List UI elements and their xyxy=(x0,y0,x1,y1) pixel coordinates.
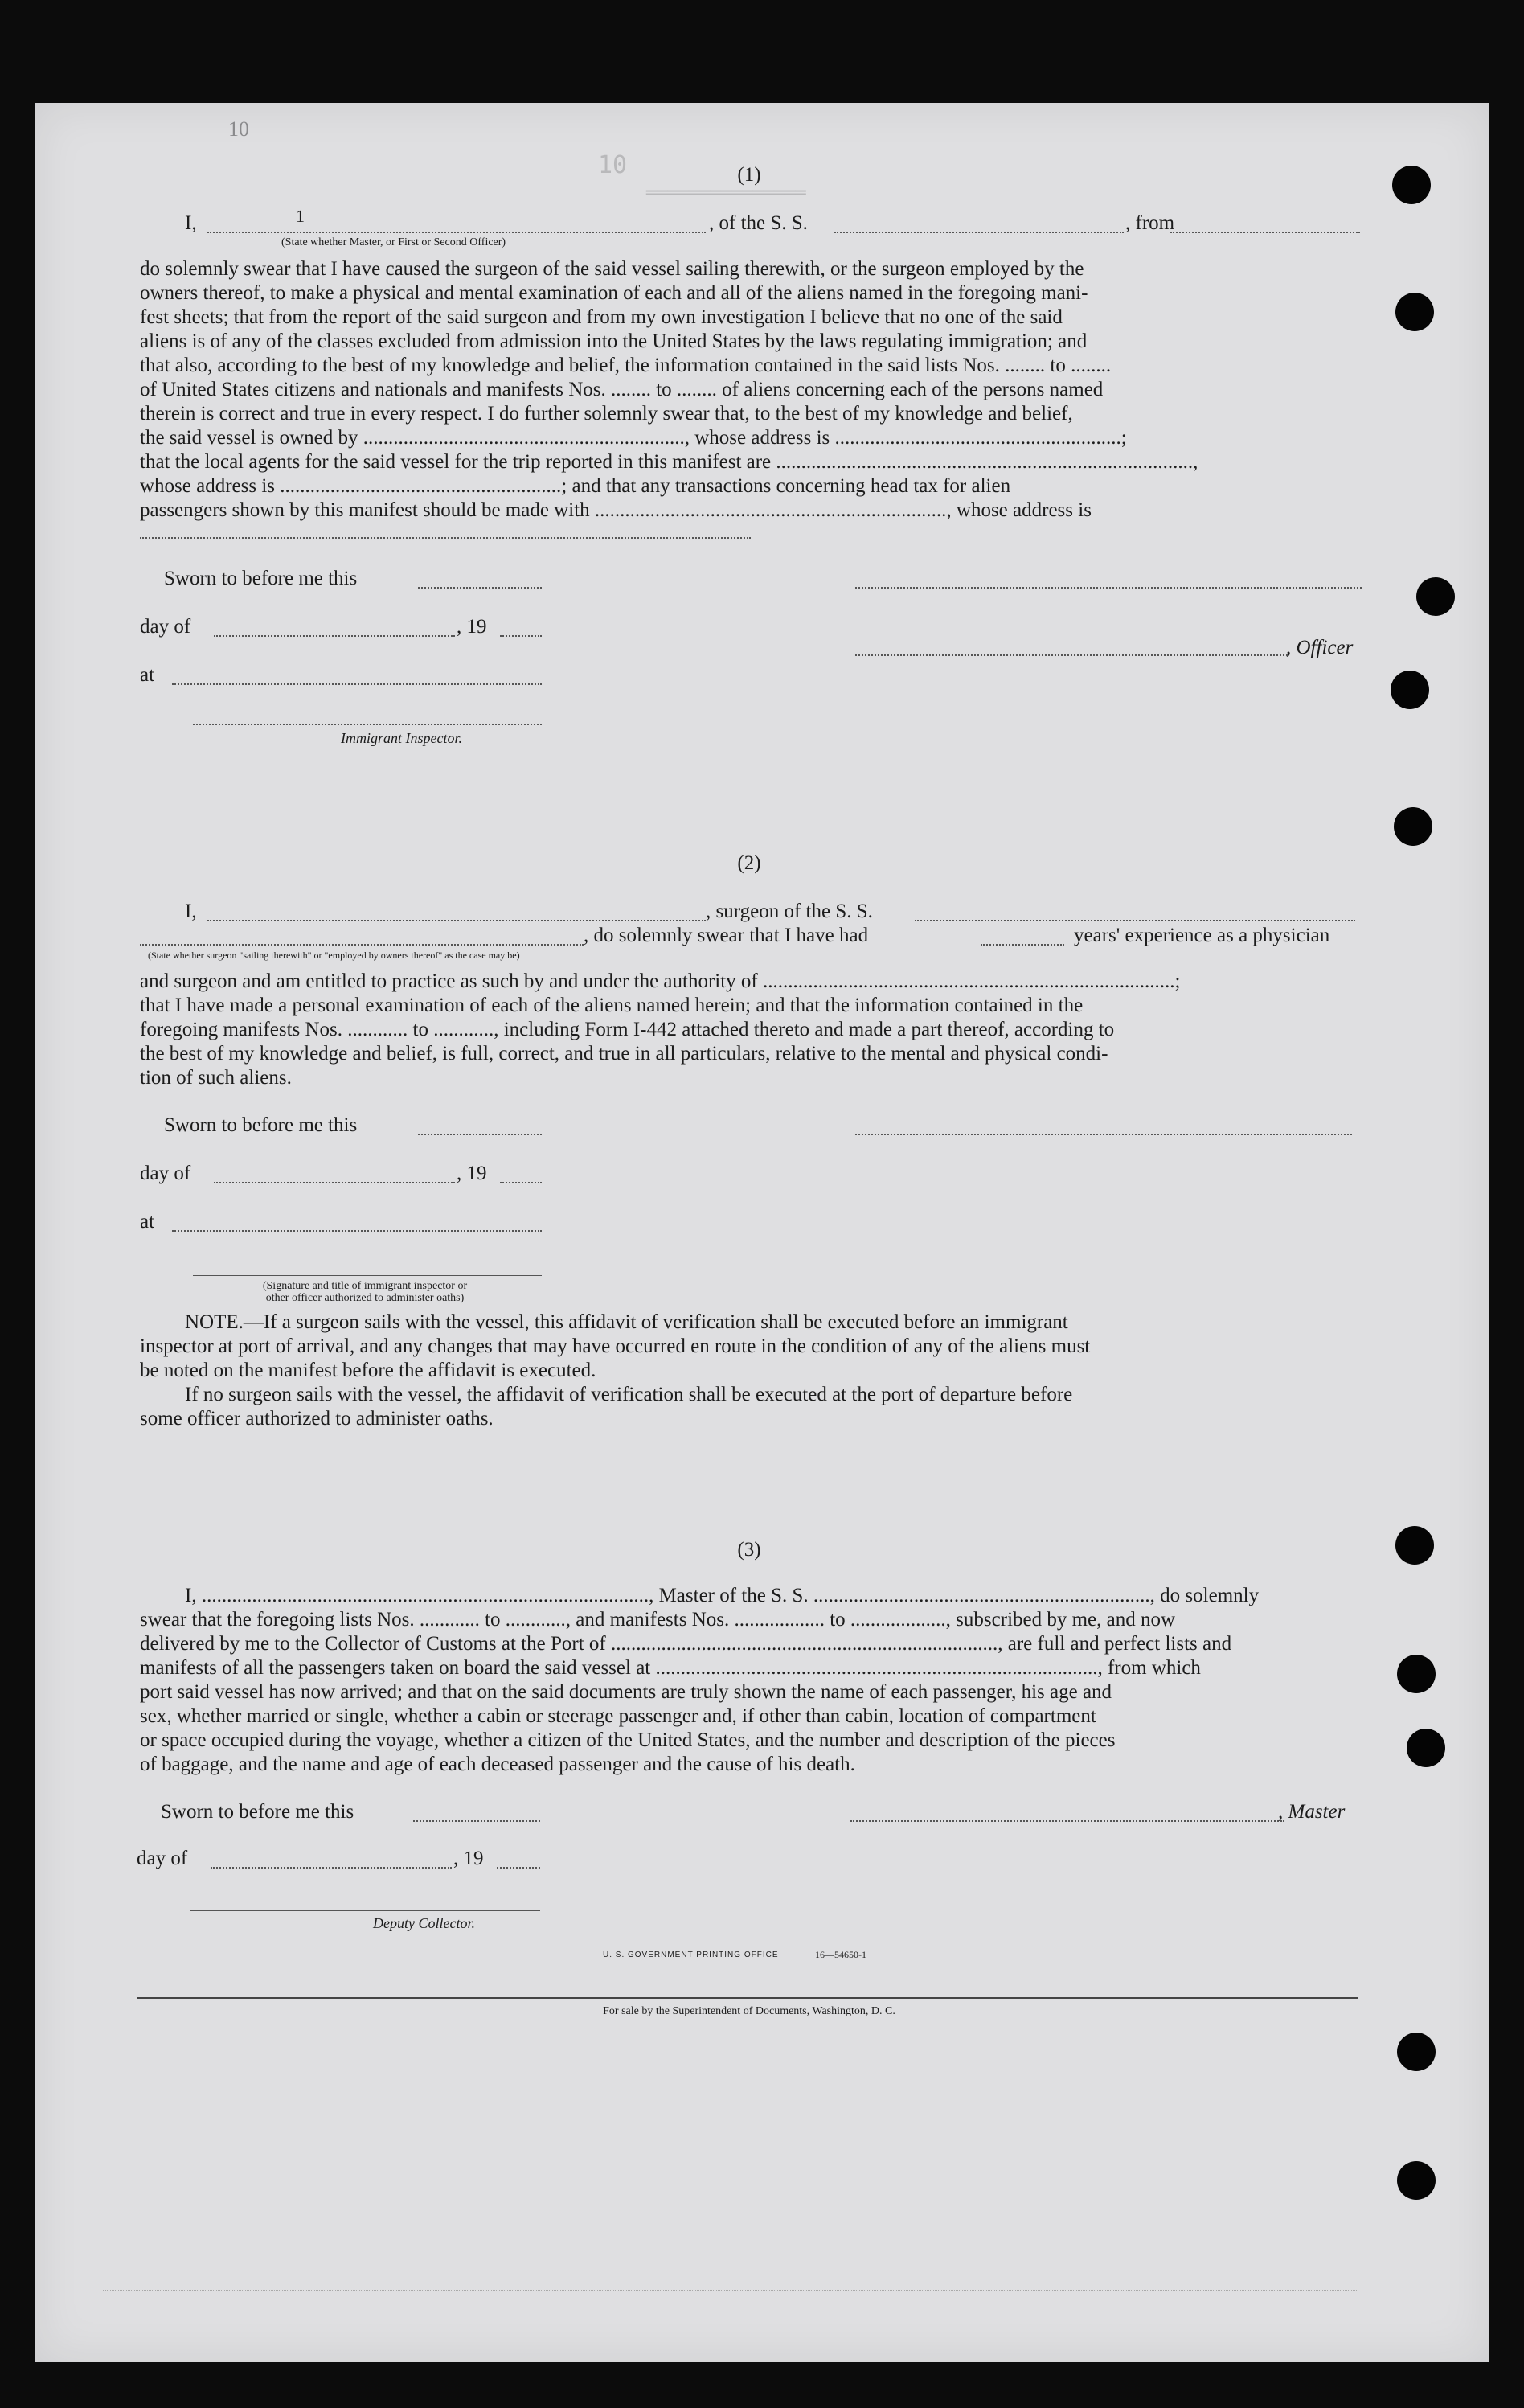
s1-officer-label: , Officer xyxy=(1286,637,1354,658)
s2-body xyxy=(140,970,1362,1090)
s1-body-line: fest sheets; that from the report of the said surgeon and from my own investigation I believe that no one of the said xyxy=(140,306,1063,328)
s1-body-line: do solemnly swear that I have caused the surgeon of the said vessel sailing therewith, or the surgeon employed by the xyxy=(140,258,1084,280)
s2-year-line xyxy=(500,1182,542,1183)
s2-body-line: tion of such aliens. xyxy=(140,1067,292,1089)
s1-body-line: the said vessel is owned by ................................................................, whose address is .........................................................; xyxy=(140,427,1127,449)
s2-year-label: , 19 xyxy=(457,1163,487,1184)
form-number: 16—54650-1 xyxy=(815,1949,866,1960)
s1-agent-address-line xyxy=(140,537,751,539)
s2-day-of-label: day of xyxy=(140,1163,191,1184)
s2-body-line: foregoing manifests Nos. ............ to ............, including Form I-442 attached thereto and made a part thereof, according to xyxy=(140,1019,1115,1040)
s3-year-line xyxy=(497,1867,540,1869)
s2-day-line xyxy=(214,1182,455,1183)
s3-body-line: manifests of all the passengers taken on board the said vessel at ........................................................................................, from which xyxy=(140,1657,1201,1679)
s2-surgeon-of-label: , surgeon of the S. S. xyxy=(706,900,873,922)
s2-note-line: be noted on the manifest before the affidavit is executed. xyxy=(140,1360,596,1381)
binder-hole xyxy=(1397,1655,1436,1693)
s1-body-line: that the local agents for the said vessel for the trip reported in this manifest are ..................................................................................., xyxy=(140,451,1198,473)
s2-body-line: the best of my knowledge and belief, is full, correct, and true in all particulars, relative to the mental and physical condi- xyxy=(140,1043,1108,1065)
s1-at-line xyxy=(172,683,542,685)
binder-hole xyxy=(1392,166,1431,204)
s1-officer-title-line xyxy=(855,654,1288,656)
s1-ship-name-line xyxy=(834,232,1124,233)
s1-at-label: at xyxy=(140,664,155,686)
s2-swear-label: , do solemnly swear that I have had xyxy=(584,925,869,946)
s1-day-of-label: day of xyxy=(140,616,191,638)
binder-hole xyxy=(1397,2161,1436,2200)
bottom-faint-rule xyxy=(103,2290,1357,2291)
s2-note-line: If no surgeon sails with the vessel, the affidavit of verification shall be executed at the port of departure before xyxy=(185,1384,1073,1405)
binder-hole xyxy=(1407,1729,1445,1767)
s3-master-label: , Master xyxy=(1278,1801,1346,1823)
manifest-back-page xyxy=(35,103,1489,2362)
s1-of-ss-label: , of the S. S. xyxy=(709,212,808,234)
s2-ship-name-line xyxy=(915,920,1355,921)
s1-year-line xyxy=(500,635,542,637)
s1-officer-signature-line xyxy=(855,587,1362,589)
s2-sworn-date-line xyxy=(418,1134,542,1135)
s2-note-line: some officer authorized to administer oaths. xyxy=(140,1408,494,1430)
s3-year-label: , 19 xyxy=(453,1848,484,1869)
section-2-heading: (2) xyxy=(737,852,761,874)
s2-sig-caption-line-2: other officer authorized to administer oaths) xyxy=(265,1292,465,1304)
s1-body-line: therein is correct and true in every respect. I do further solemnly swear that, to the best of my knowledge and belief, xyxy=(140,403,1073,425)
s3-sworn-date-line xyxy=(413,1820,540,1822)
footer-rule xyxy=(137,1997,1358,1999)
s3-body-line: delivered by me to the Collector of Customs at the Port of ............................................................................., are full and perfect lists and xyxy=(140,1633,1232,1655)
s1-body-line: aliens is of any of the classes excluded from admission into the United States by the laws regulating immigration; and xyxy=(140,330,1088,352)
s2-capacity-line xyxy=(140,944,584,946)
s1-caption: (State whether Master, or First or Second Officer) xyxy=(281,236,506,248)
binder-hole xyxy=(1395,293,1434,331)
s3-body xyxy=(140,1584,1362,1777)
s3-deputy-signature-line xyxy=(190,1910,540,1911)
binder-hole xyxy=(1397,2033,1436,2071)
s2-body-line: and surgeon and am entitled to practice as such by and under the authority of ..................................................................................; xyxy=(140,970,1181,992)
margin-page-number: 10 xyxy=(228,117,249,141)
s2-surgeon-name-line xyxy=(207,920,706,921)
sale-notice: For sale by the Superintendent of Documents, Washington, D. C. xyxy=(603,2005,895,2017)
s3-body-line: or space occupied during the voyage, whether a citizen of the United States, and the number and description of the pieces xyxy=(140,1729,1116,1751)
binder-hole xyxy=(1416,577,1455,616)
s1-inspector-label: Immigrant Inspector. xyxy=(341,730,462,746)
s2-i-label: I, xyxy=(185,900,197,922)
s3-body-line: sex, whether married or single, whether a cabin or steerage passenger and, if other than cabin, location of compartment xyxy=(140,1705,1096,1727)
binder-hole xyxy=(1395,1526,1434,1565)
s2-note xyxy=(140,1311,1362,1431)
s3-master-signature-line xyxy=(850,1820,1284,1822)
s1-day-line xyxy=(214,635,455,637)
bleed-through-text: ═══════════════ xyxy=(646,183,806,203)
s1-sworn-label: Sworn to before me this xyxy=(164,568,358,589)
s2-note-line: NOTE.—If a surgeon sails with the vessel, this affidavit of verification shall be executed before an immigrant xyxy=(185,1311,1068,1333)
s3-day-line xyxy=(211,1867,452,1869)
s2-sig-caption-line-1: (Signature and title of immigrant inspector or xyxy=(262,1280,468,1292)
s3-sworn-label: Sworn to before me this xyxy=(161,1801,354,1823)
binder-hole xyxy=(1391,671,1429,709)
s2-signature-line xyxy=(193,1275,542,1276)
s2-signature-caption xyxy=(164,1280,566,1304)
s2-note-line: inspector at port of arrival, and any changes that may have occurred en route in the condition of any of the aliens must xyxy=(140,1335,1091,1357)
s3-deputy-label: Deputy Collector. xyxy=(373,1915,475,1931)
s1-body-line: that also, according to the best of my knowledge and belief, the information contained in the said lists Nos. ........ to ........ xyxy=(140,355,1112,376)
s3-day-of-label: day of xyxy=(137,1848,188,1869)
s2-body-line: that I have made a personal examination of each of the aliens named herein; and that the information contained in the xyxy=(140,995,1084,1016)
s3-body-line: I, ........................................................................................., Master of the S. S. ..................................................................., do solemnly xyxy=(185,1585,1260,1606)
section-1-heading: (1) xyxy=(737,164,761,186)
s1-i-label: I, xyxy=(185,212,197,234)
s1-body xyxy=(140,257,1362,523)
s1-from-line xyxy=(1170,232,1360,233)
s1-body-line: whose address is ........................................................; and that any transactions concerning head tax for alien xyxy=(140,475,1011,497)
s2-surgeon-signature-line xyxy=(855,1134,1352,1135)
s3-body-line: port said vessel has now arrived; and that on the said documents are truly shown the name of each passenger, his age and xyxy=(140,1681,1112,1703)
s1-sworn-date-line xyxy=(418,587,542,589)
s2-caption: (State whether surgeon "sailing therewith" or "employed by owners thereof" as the case may be) xyxy=(148,950,520,961)
s1-body-line: of United States citizens and nationals and manifests Nos. ........ to ........ of aliens concerning each of the persons named xyxy=(140,379,1104,400)
s1-body-line: owners thereof, to make a physical and mental examination of each and all of the aliens named in the foregoing mani- xyxy=(140,282,1088,304)
s1-body-line: passengers shown by this manifest should be made with ......................................................................, whose address is xyxy=(140,499,1092,521)
s1-from-label: , from xyxy=(1125,212,1175,234)
binder-hole xyxy=(1394,807,1432,846)
s1-officer-name-line xyxy=(207,232,706,233)
section-3-heading: (3) xyxy=(737,1539,761,1561)
s2-years-label: years' experience as a physician xyxy=(1074,925,1330,946)
s2-at-label: at xyxy=(140,1211,155,1233)
bleed-through-text: 10 xyxy=(598,151,628,179)
s2-at-line xyxy=(172,1230,542,1232)
s3-body-line: of baggage, and the name and age of each deceased passenger and the cause of his death. xyxy=(140,1754,855,1775)
gpo-imprint: U. S. GOVERNMENT PRINTING OFFICE xyxy=(603,1951,779,1959)
s3-body-line: swear that the foregoing lists Nos. ............ to ............, and manifests Nos. .................. to ..................., subscribed by me, and now xyxy=(140,1609,1176,1631)
s1-handwritten-mark: 1 xyxy=(296,206,305,226)
s2-sworn-label: Sworn to before me this xyxy=(164,1114,358,1136)
s1-year-label: , 19 xyxy=(457,616,487,638)
s2-years-line xyxy=(981,944,1064,946)
s1-inspector-signature-line xyxy=(193,724,542,725)
